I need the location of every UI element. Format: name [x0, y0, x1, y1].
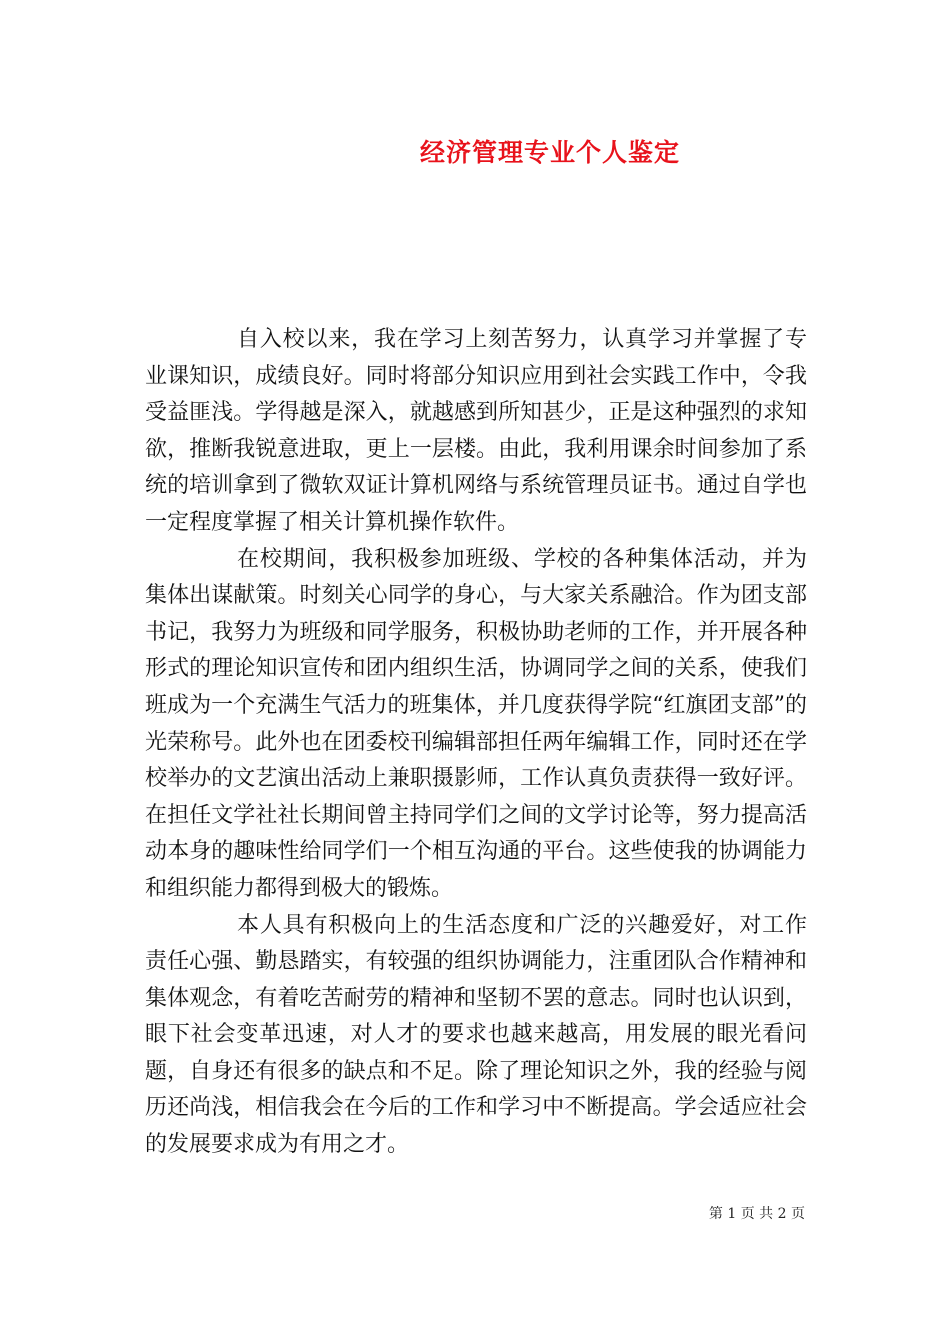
document-body [145, 322, 807, 1164]
document-title: 经济管理专业个人鉴定 [419, 138, 680, 167]
paragraph-1: 自入校以来，我在学习上刻苦努力，认真学习并掌握了专业课知识，成绩良好。同时将部分知识应用到社会实践工作中，令我受益匪浅。学得越是深入，就越感到所知甚少，正是这种强烈的求知欲，推断我锐意进取，更上一层楼。由此，我利用课余时间参加了系统的培训拿到了微软双证计算机网络与系统管理员证书。通过自学也一定程度掌握了相关计算机操作软件。 [145, 327, 807, 535]
paragraph-3: 本人具有积极向上的生活态度和广泛的兴趣爱好，对工作责任心强、勤恳踏实，有较强的组织协调能力，注重团队合作精神和集体观念，有着吃苦耐劳的精神和坚韧不罢的意志。同时也认识到，眼下社会变革迅速，对人才的要求也越来越高，用发展的眼光看问题，自身还有很多的缺点和不足。除了理论知识之外，我的经验与阅历还尚浅，相信我会在今后的工作和学习中不断提高。学会适应社会的发展要求成为有用之才。 [145, 912, 807, 1158]
page-number-footer: 第 1 页 共 2 页 [708, 1206, 805, 1222]
paragraph-2: 在校期间，我积极参加班级、学校的各种集体活动，并为集体出谋献策。时刻关心同学的身心，与大家关系融洽。作为团支部书记，我努力为班级和同学服务，积极协助老师的工作，并开展各种形式的理论知识宣传和团内组织生活，协调同学之间的关系，使我们班成为一个充满生气活力的班集体，并几度获得学院“红旗团支部”的光荣称号。此外也在团委校刊编辑部担任两年编辑工作，同时还在学校举办的文艺演出活动上兼职摄影师，工作认真负责获得一致好评。在担任文学社社长期间曾主持同学们之间的文学讨论等，努力提高活动本身的趣味性给同学们一个相互沟通的平台。这些使我的协调能力和组织能力都得到极大的锻炼。 [145, 546, 807, 901]
